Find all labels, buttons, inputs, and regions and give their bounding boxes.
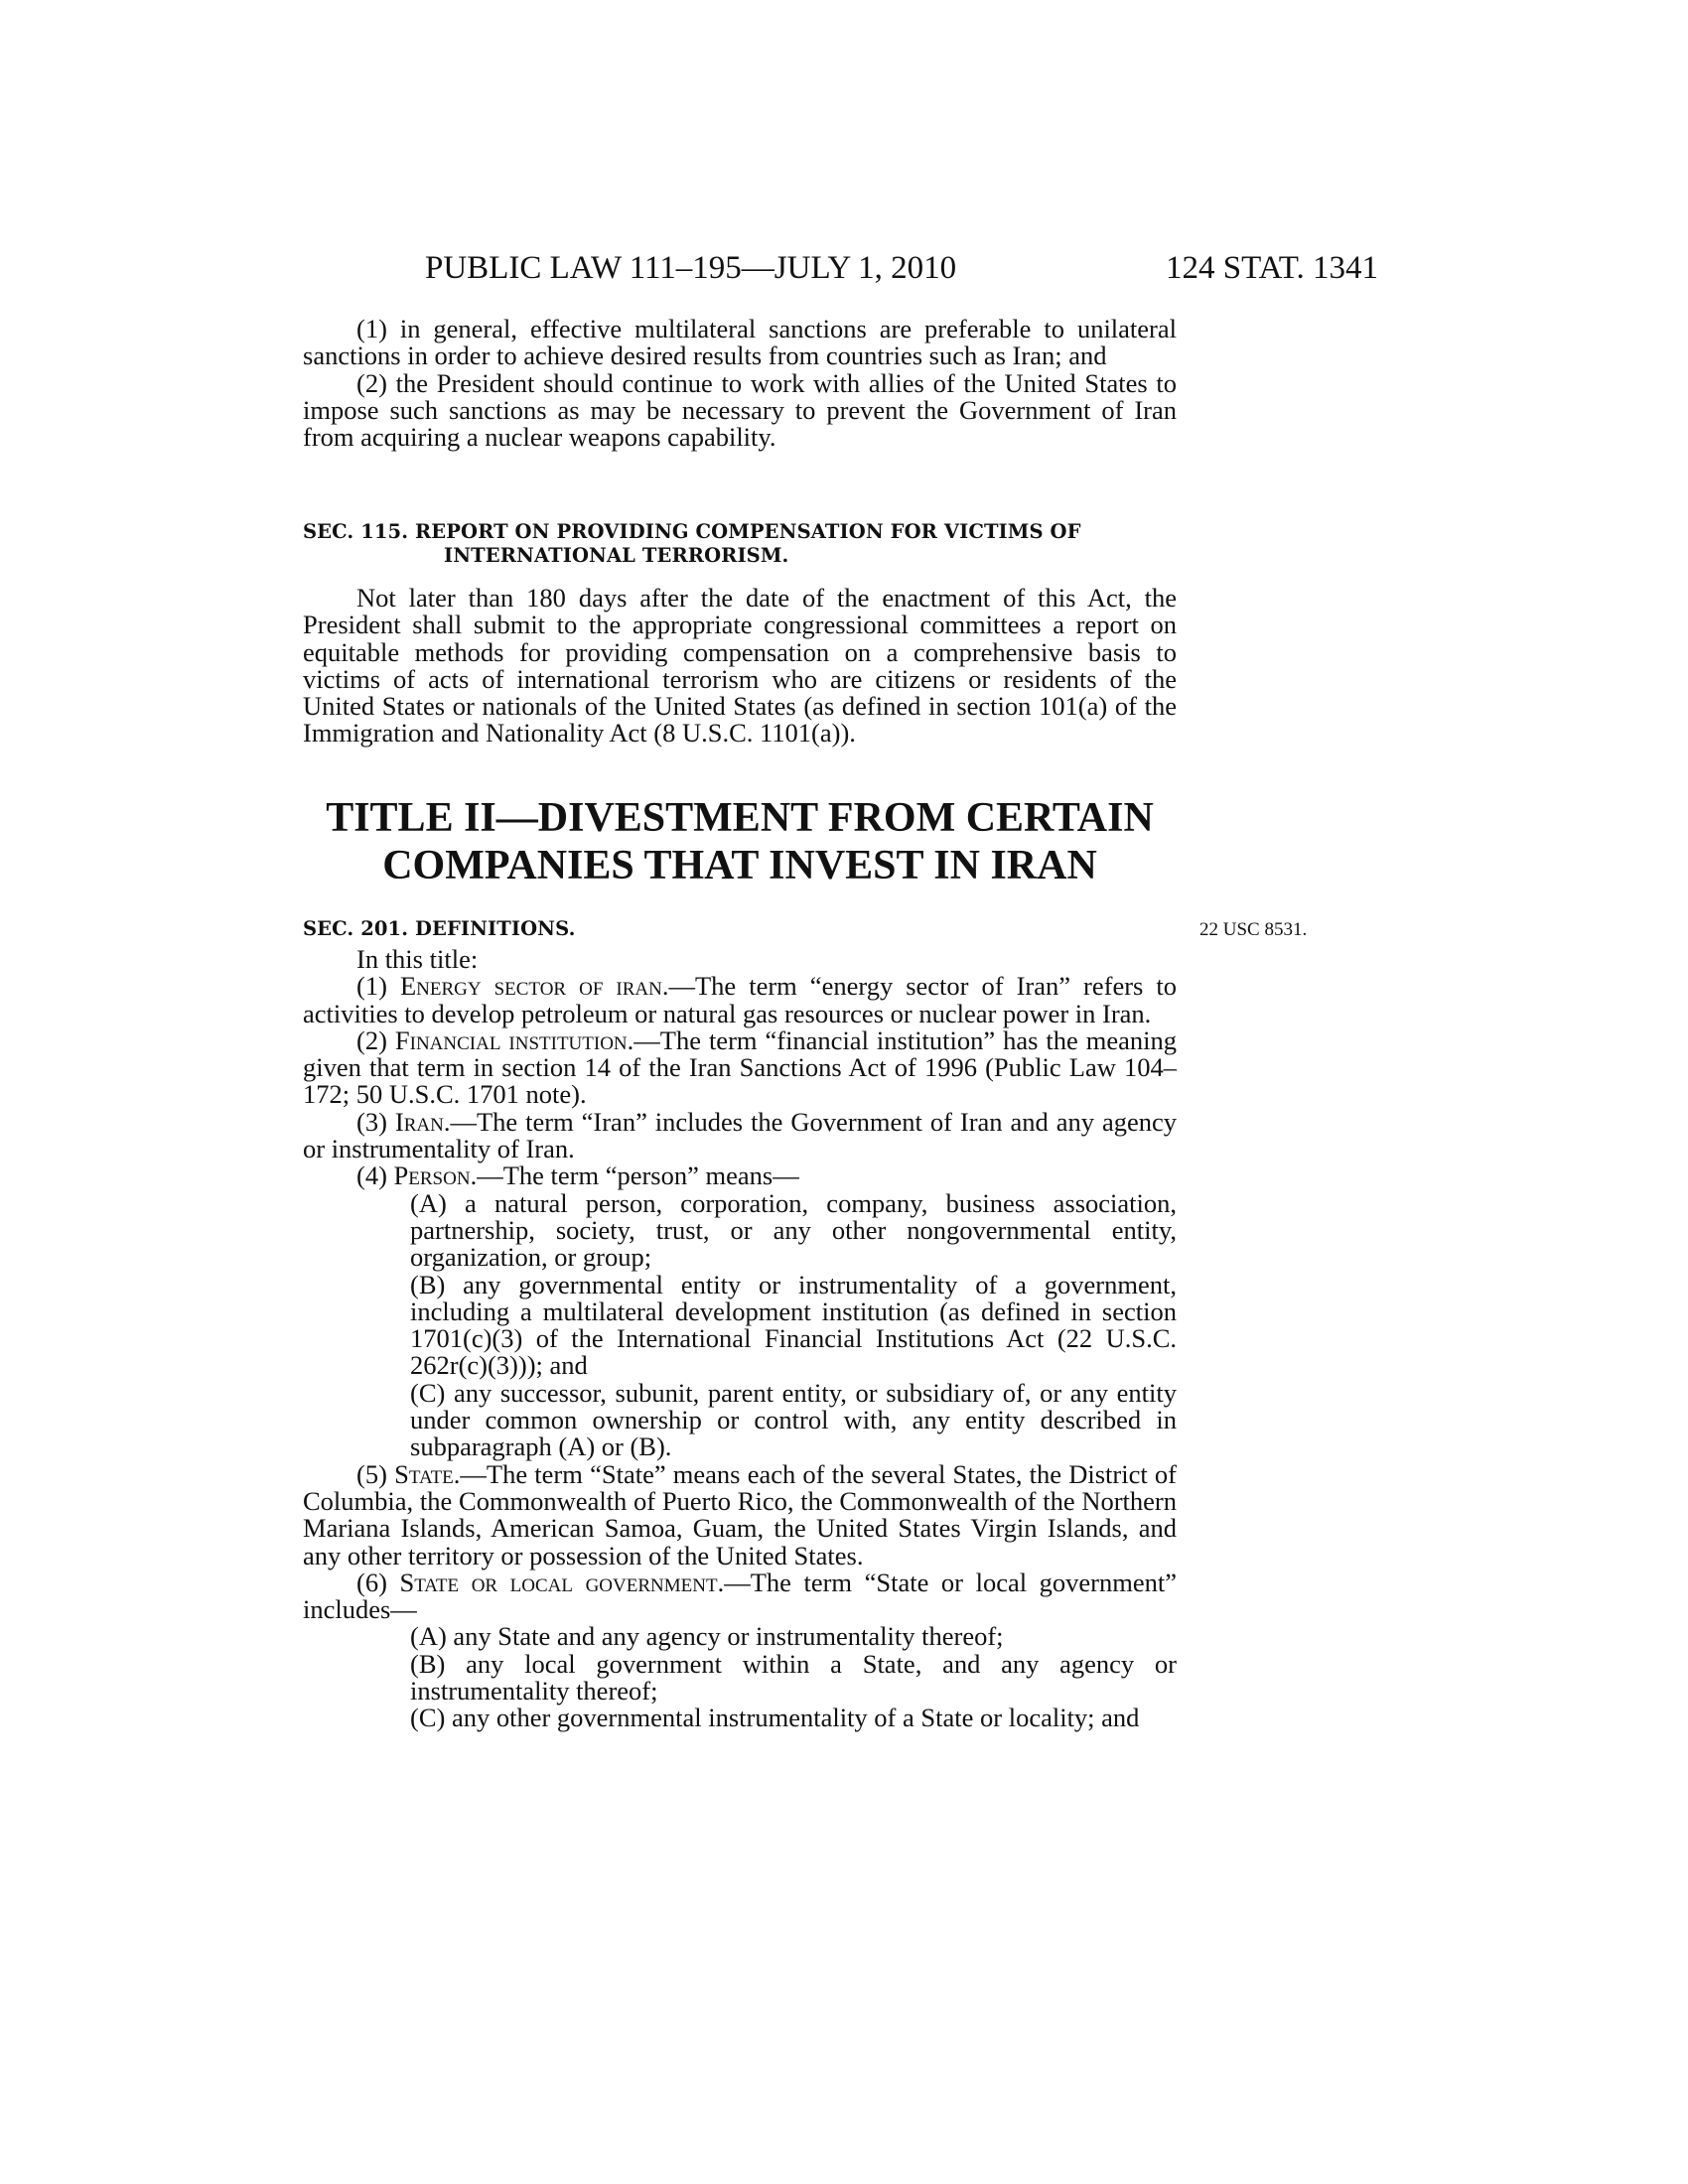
definition-1-term: Energy sector of iran [399, 971, 662, 1002]
running-header [425, 250, 1378, 290]
definition-5-term: State [394, 1458, 454, 1489]
section-115-heading-line1: SEC. 115. REPORT ON PROVIDING COMPENSATION FOR VICTIMS OF [303, 520, 1081, 543]
subparagraph-4b: (B) any governmental entity or instrumentality of a government, including a multilateral development institution (as defined in section 1701(c)(3) of the International Financial Institutions Act (22 U.S.C. 262r(c)(3))); and [410, 1269, 1177, 1381]
definition-3-term: Iran [394, 1106, 444, 1137]
section-115-heading [303, 520, 1177, 568]
section-115-body [303, 585, 1177, 748]
subparagraph-6b: (B) any local government within a State, and any agency or instrumentality thereof; [410, 1648, 1177, 1706]
subparagraph-4a: (A) a natural person, corporation, company, business association, partnership, society, trust, or any other nongovernmental entity, organization, or group; [410, 1187, 1177, 1273]
paragraph-1: (1) in general, effective multilateral sanctions are preferable to unilateral sanctions in order to achieve desired results from countries such as Iran; and [303, 314, 1177, 371]
definition-2-term: Financial institution [394, 1024, 628, 1055]
definition-5: (5) State.—The term “State” means each of the several States, the District of Columbia, the Commonwealth of Puerto Rico, the Commonwealth of the Northern Mariana Islands, American Samoa, Guam, the United States Virgin Islands, and any other territory or possession of the United States. [303, 1458, 1178, 1570]
paragraph-2: (2) the President should continue to work with allies of the United States to impose such sanctions as may be necessary to prevent the Government of Iran from acquiring a nuclear weapons capability. [303, 367, 1177, 453]
header-public-law: PUBLIC LAW 111–195—JULY 1, 2010 [425, 250, 957, 286]
definition-4-term: Person [393, 1160, 471, 1191]
subparagraph-4c: (C) any successor, subunit, parent entity, or subsidiary of, or any entity under common ownership or control with, any entity described in subparagraph (A) or (B). [410, 1377, 1177, 1462]
definition-2: (2) Financial institution.—The term “financial institution” has the meaning given that term in section 14 of the Iran Sanctions Act of 1996 (Public Law 104–172; 50 U.S.C. 1701 note). [303, 1024, 1178, 1110]
definition-6-term: State or local government [399, 1567, 718, 1597]
top-paragraphs [303, 316, 1177, 451]
header-statute-page: 124 STAT. 1341 [1165, 250, 1378, 286]
marginal-citation: 22 USC 8531. [1199, 919, 1308, 940]
definitions-intro: In this title: [356, 944, 479, 974]
section-115-heading-line2: INTERNATIONAL TERRORISM. [444, 544, 789, 567]
definition-3: (3) Iran.—The term “Iran” includes the Government of Iran and any agency or instrumentality of Iran. [303, 1106, 1178, 1164]
title-ii-heading [303, 794, 1177, 889]
definition-6: (6) State or local government.—The term “State or local government” includes— [303, 1567, 1177, 1625]
definition-4: (4) Person.—The term “person” means— [356, 1160, 799, 1191]
title-line-2: COMPANIES THAT INVEST IN IRAN [382, 843, 1097, 888]
section-115-text: Not later than 180 days after the date of the enactment of this Act, the President shall submit to the appropriate congressional committees a report on equitable methods for providing compensation on a comprehensive basis to victims of acts of international terrorism who are citizens or residents of the United States or nationals of the United States (as defined in section 101(a) of the Immigration and Nationality Act (8 U.S.C. 1101(a)). [303, 583, 1177, 749]
section-201-body [303, 946, 1177, 1732]
definition-1: (1) Energy sector of iran.—The term “energy sector of Iran” refers to activities to develop petroleum or natural gas resources or nuclear power in Iran. [303, 971, 1177, 1028]
title-line-1: TITLE II—DIVESTMENT FROM CERTAIN [326, 795, 1154, 841]
subparagraph-6c: (C) any other governmental instrumentality of a State or locality; and [410, 1703, 1140, 1733]
section-201-heading: SEC. 201. DEFINITIONS. [303, 917, 576, 940]
subparagraph-6a: (A) any State and any agency or instrumentality thereof; [410, 1621, 1004, 1652]
